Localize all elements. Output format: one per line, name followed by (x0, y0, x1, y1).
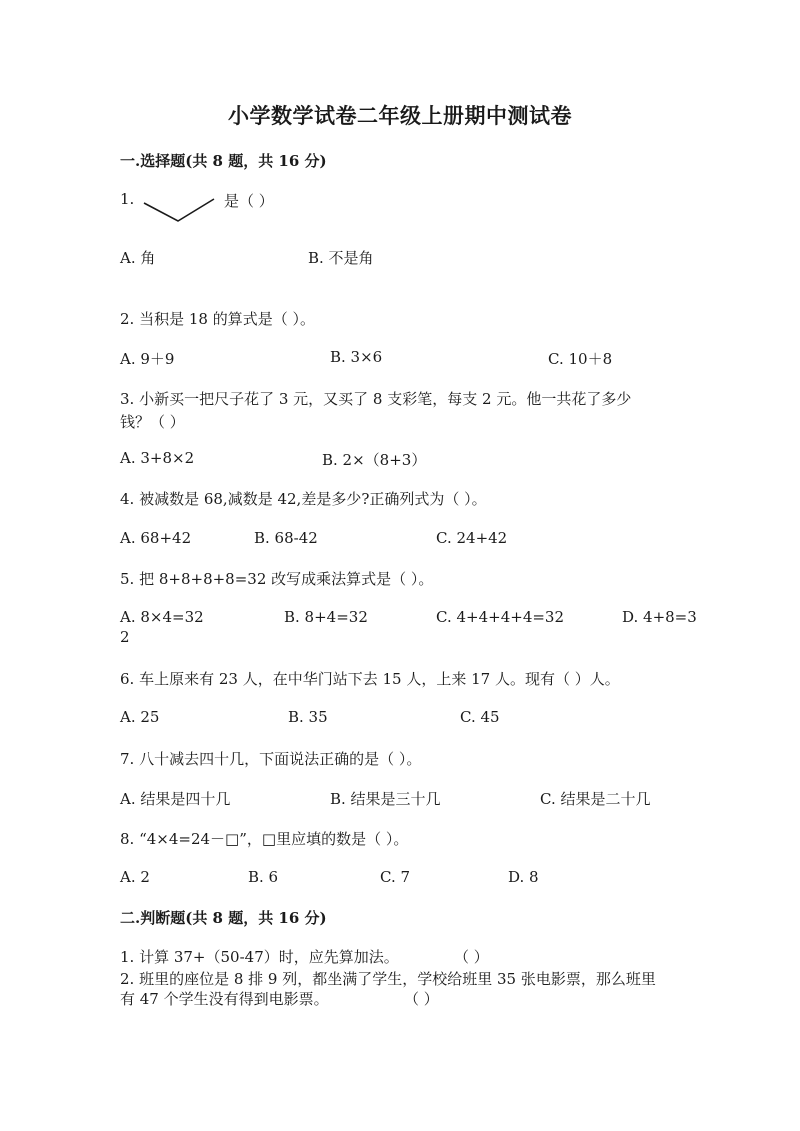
q5-option-b: B. 8+4=32 (284, 608, 368, 626)
q4-option-b: B. 68-42 (254, 529, 318, 547)
question-1-text: 是（ ） (224, 192, 274, 210)
judgment-2-blank: （ ） (404, 990, 439, 1008)
section-heading-choice: 一.选择题(共 8 题，共 16 分) (120, 152, 327, 170)
q7-option-c: C. 结果是二十几 (540, 790, 651, 808)
question-7-text: 7. 八十减去四十几，下面说法正确的是（ ）。 (120, 750, 422, 768)
question-3-line1: 3. 小新买一把尺子花了 3 元，又买了 8 支彩笔，每支 2 元。他一共花了多少 (120, 390, 632, 408)
question-4-text: 4. 被减数是 68,减数是 42,差是多少?正确列式为（ ）。 (120, 490, 487, 508)
q5-option-d: D. 4+8=3 (622, 608, 697, 626)
q7-option-b: B. 结果是三十几 (330, 790, 441, 808)
q8-option-a: A. 2 (120, 868, 150, 886)
q8-option-c: C. 7 (380, 868, 411, 886)
question-8-text: 8. “4×4=24－□”，□里应填的数是（ ）。 (120, 830, 409, 848)
question-6-text: 6. 车上原来有 23 人，在中华门站下去 15 人，上来 17 人。现有（ ）人。 (120, 670, 620, 688)
q4-option-a: A. 68+42 (120, 529, 192, 547)
q6-option-c: C. 45 (460, 708, 500, 726)
question-5-text: 5. 把 8+8+8+8=32 改写成乘法算式是（ ）。 (120, 570, 434, 588)
q4-option-c: C. 24+42 (436, 529, 508, 547)
q5-option-a: A. 8×4=32 (120, 608, 204, 626)
q3-option-a: A. 3+8×2 (120, 449, 195, 467)
q8-option-b: B. 6 (248, 868, 279, 886)
q2-option-c: C. 10＋8 (548, 350, 613, 368)
question-1-number: 1. (120, 190, 135, 208)
q8-option-d: D. 8 (508, 868, 539, 886)
question-2-text: 2. 当积是 18 的算式是（ ）。 (120, 310, 315, 328)
q6-option-a: A. 25 (120, 708, 160, 726)
q7-option-a: A. 结果是四十几 (120, 790, 231, 808)
q3-option-b: B. 2×（8+3） (322, 451, 427, 469)
judgment-1-blank: （ ） (454, 948, 489, 966)
judgment-1-text: 1. 计算 37+（50-47）时，应先算加法。 (120, 948, 399, 966)
judgment-2-line2: 有 47 个学生没有得到电影票。 (120, 990, 329, 1008)
q5-option-d-wrap: 2 (120, 628, 130, 646)
q2-option-a: A. 9＋9 (120, 350, 175, 368)
q2-option-b: B. 3×6 (330, 348, 383, 366)
page-title: 小学数学试卷二年级上册期中测试卷 (228, 103, 572, 128)
q6-option-b: B. 35 (288, 708, 328, 726)
section-heading-judgment: 二.判断题(共 8 题，共 16 分) (120, 909, 327, 927)
question-3-line2: 钱？（ ） (120, 413, 185, 431)
angle-figure-icon (142, 197, 216, 225)
judgment-2-line1: 2. 班里的座位是 8 排 9 列，都坐满了学生，学校给班里 35 张电影票，那么班里 (120, 970, 656, 988)
q5-option-c: C. 4+4+4+4=32 (436, 608, 565, 626)
q1-option-b: B. 不是角 (308, 249, 374, 267)
q1-option-a: A. 角 (120, 249, 156, 267)
